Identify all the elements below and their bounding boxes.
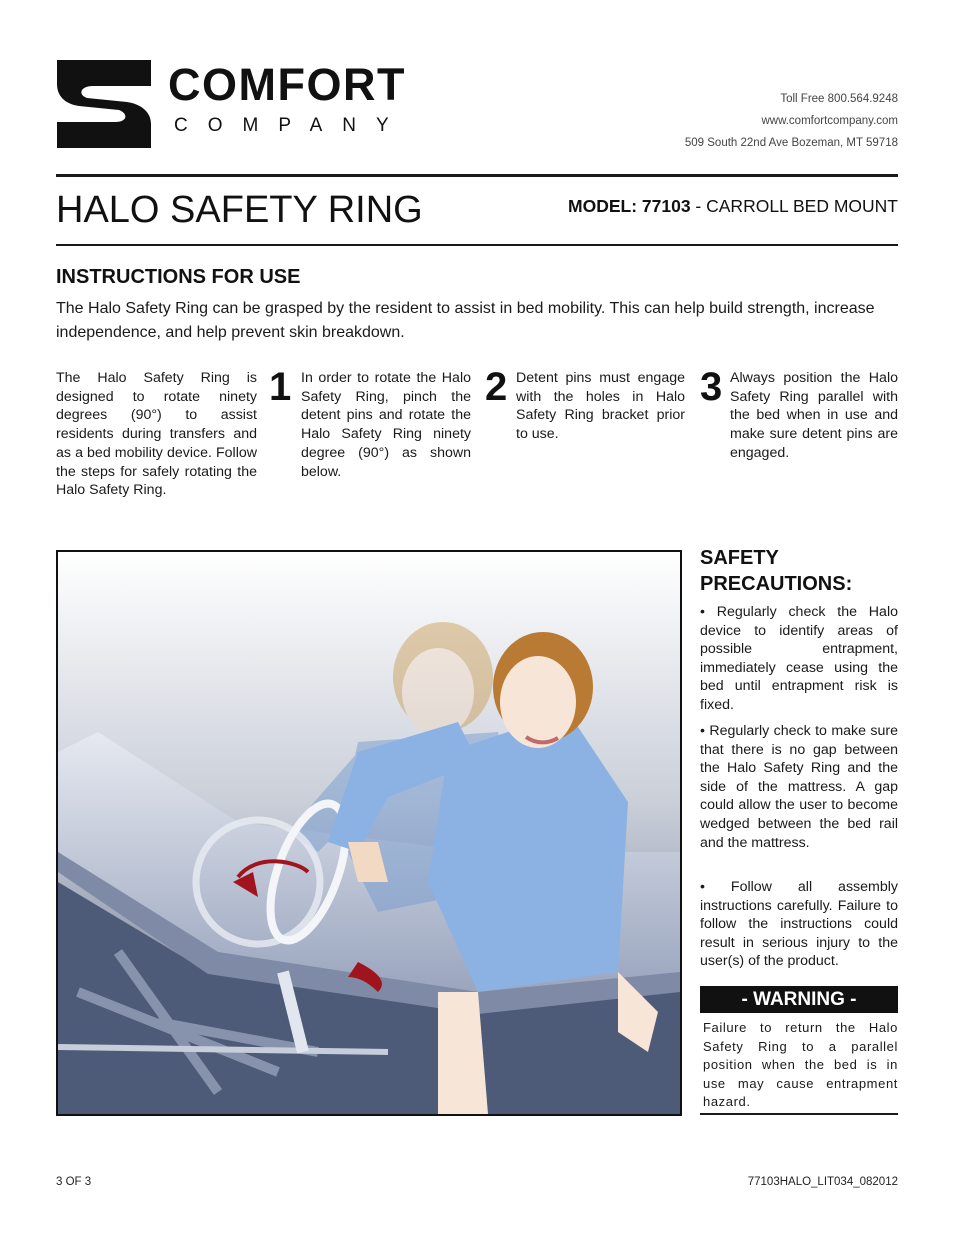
toll-free: Toll Free 800.564.9248: [780, 93, 898, 105]
address: 509 South 22nd Ave Bozeman, MT 59718: [684, 137, 898, 149]
model-number: MODEL: 77103: [568, 196, 691, 216]
top-rule: [56, 174, 898, 177]
comfort-company-logo-icon: [57, 60, 151, 148]
brand-name: COMFORT: [168, 59, 406, 110]
step-text-3: Always position the Halo Safety Ring parallel with the bed when in use and make sure detent pins are engaged.: [730, 370, 898, 461]
title-rule: [56, 244, 898, 246]
document-code: 77103HALO_LIT034_082012: [747, 1176, 898, 1188]
safety-heading: SAFETY PRECAUTIONS:: [700, 547, 853, 595]
warning-text: Failure to return the Halo Safety Ring to a parallel position when the bed is in use may cause entrapment hazard.: [703, 1020, 898, 1110]
brand-subname: COMPANY: [174, 115, 409, 136]
page-number: 3 OF 3: [56, 1176, 92, 1188]
safety-item-3: • Follow all assembly instructions carefully. Failure to follow the instructions could result in serious injury to the user(s) of the product.: [700, 879, 898, 970]
contact-block: [685, 88, 898, 154]
model-line: [568, 198, 898, 216]
step-text-1: In order to rotate the Halo Safety Ring, pinch the detent pins and rotate the Halo Safety Ring ninety degree (90°) as shown below.: [301, 370, 471, 480]
page-title: HALO SAFETY RING: [56, 189, 423, 231]
model-description: - CARROLL BED MOUNT: [690, 196, 898, 216]
step-text-2: Detent pins must engage with the holes in Halo Safety Ring bracket prior to use.: [516, 370, 685, 443]
overview-text: The Halo Safety Ring is designed to rotate ninety degrees (90°) to assist residents during transfers and as a bed mobility device. Follow the steps for safely rotating the Halo Safety Ring.: [56, 370, 257, 499]
safety-item-2: • Regularly check to make sure that there is no gap between the Halo Safety Ring and the side of the mattress. A gap could allow the user to become wedged between the bed rail and the mattress.: [700, 723, 898, 851]
warning-rule: [700, 1113, 898, 1115]
step-number-3: 3: [700, 365, 723, 409]
illustration-art: [58, 552, 680, 1114]
website: www.comfortcompany.com: [761, 115, 898, 127]
safety-item-1: • Regularly check the Halo device to identify areas of possible entrapment, immediately cease using the bed until entrapment risk is fixed.: [700, 604, 898, 713]
halo-ring-illustration: [56, 550, 682, 1116]
step-number-1: 1: [269, 365, 292, 409]
step-number-2: 2: [485, 365, 508, 409]
instructions-intro: The Halo Safety Ring can be grasped by the resident to assist in bed mobility. This can help build strength, increase independence, and help prevent skin breakdown.: [56, 300, 875, 341]
instructions-heading: INSTRUCTIONS FOR USE: [56, 266, 301, 288]
warning-banner: - WARNING -: [700, 986, 898, 1013]
